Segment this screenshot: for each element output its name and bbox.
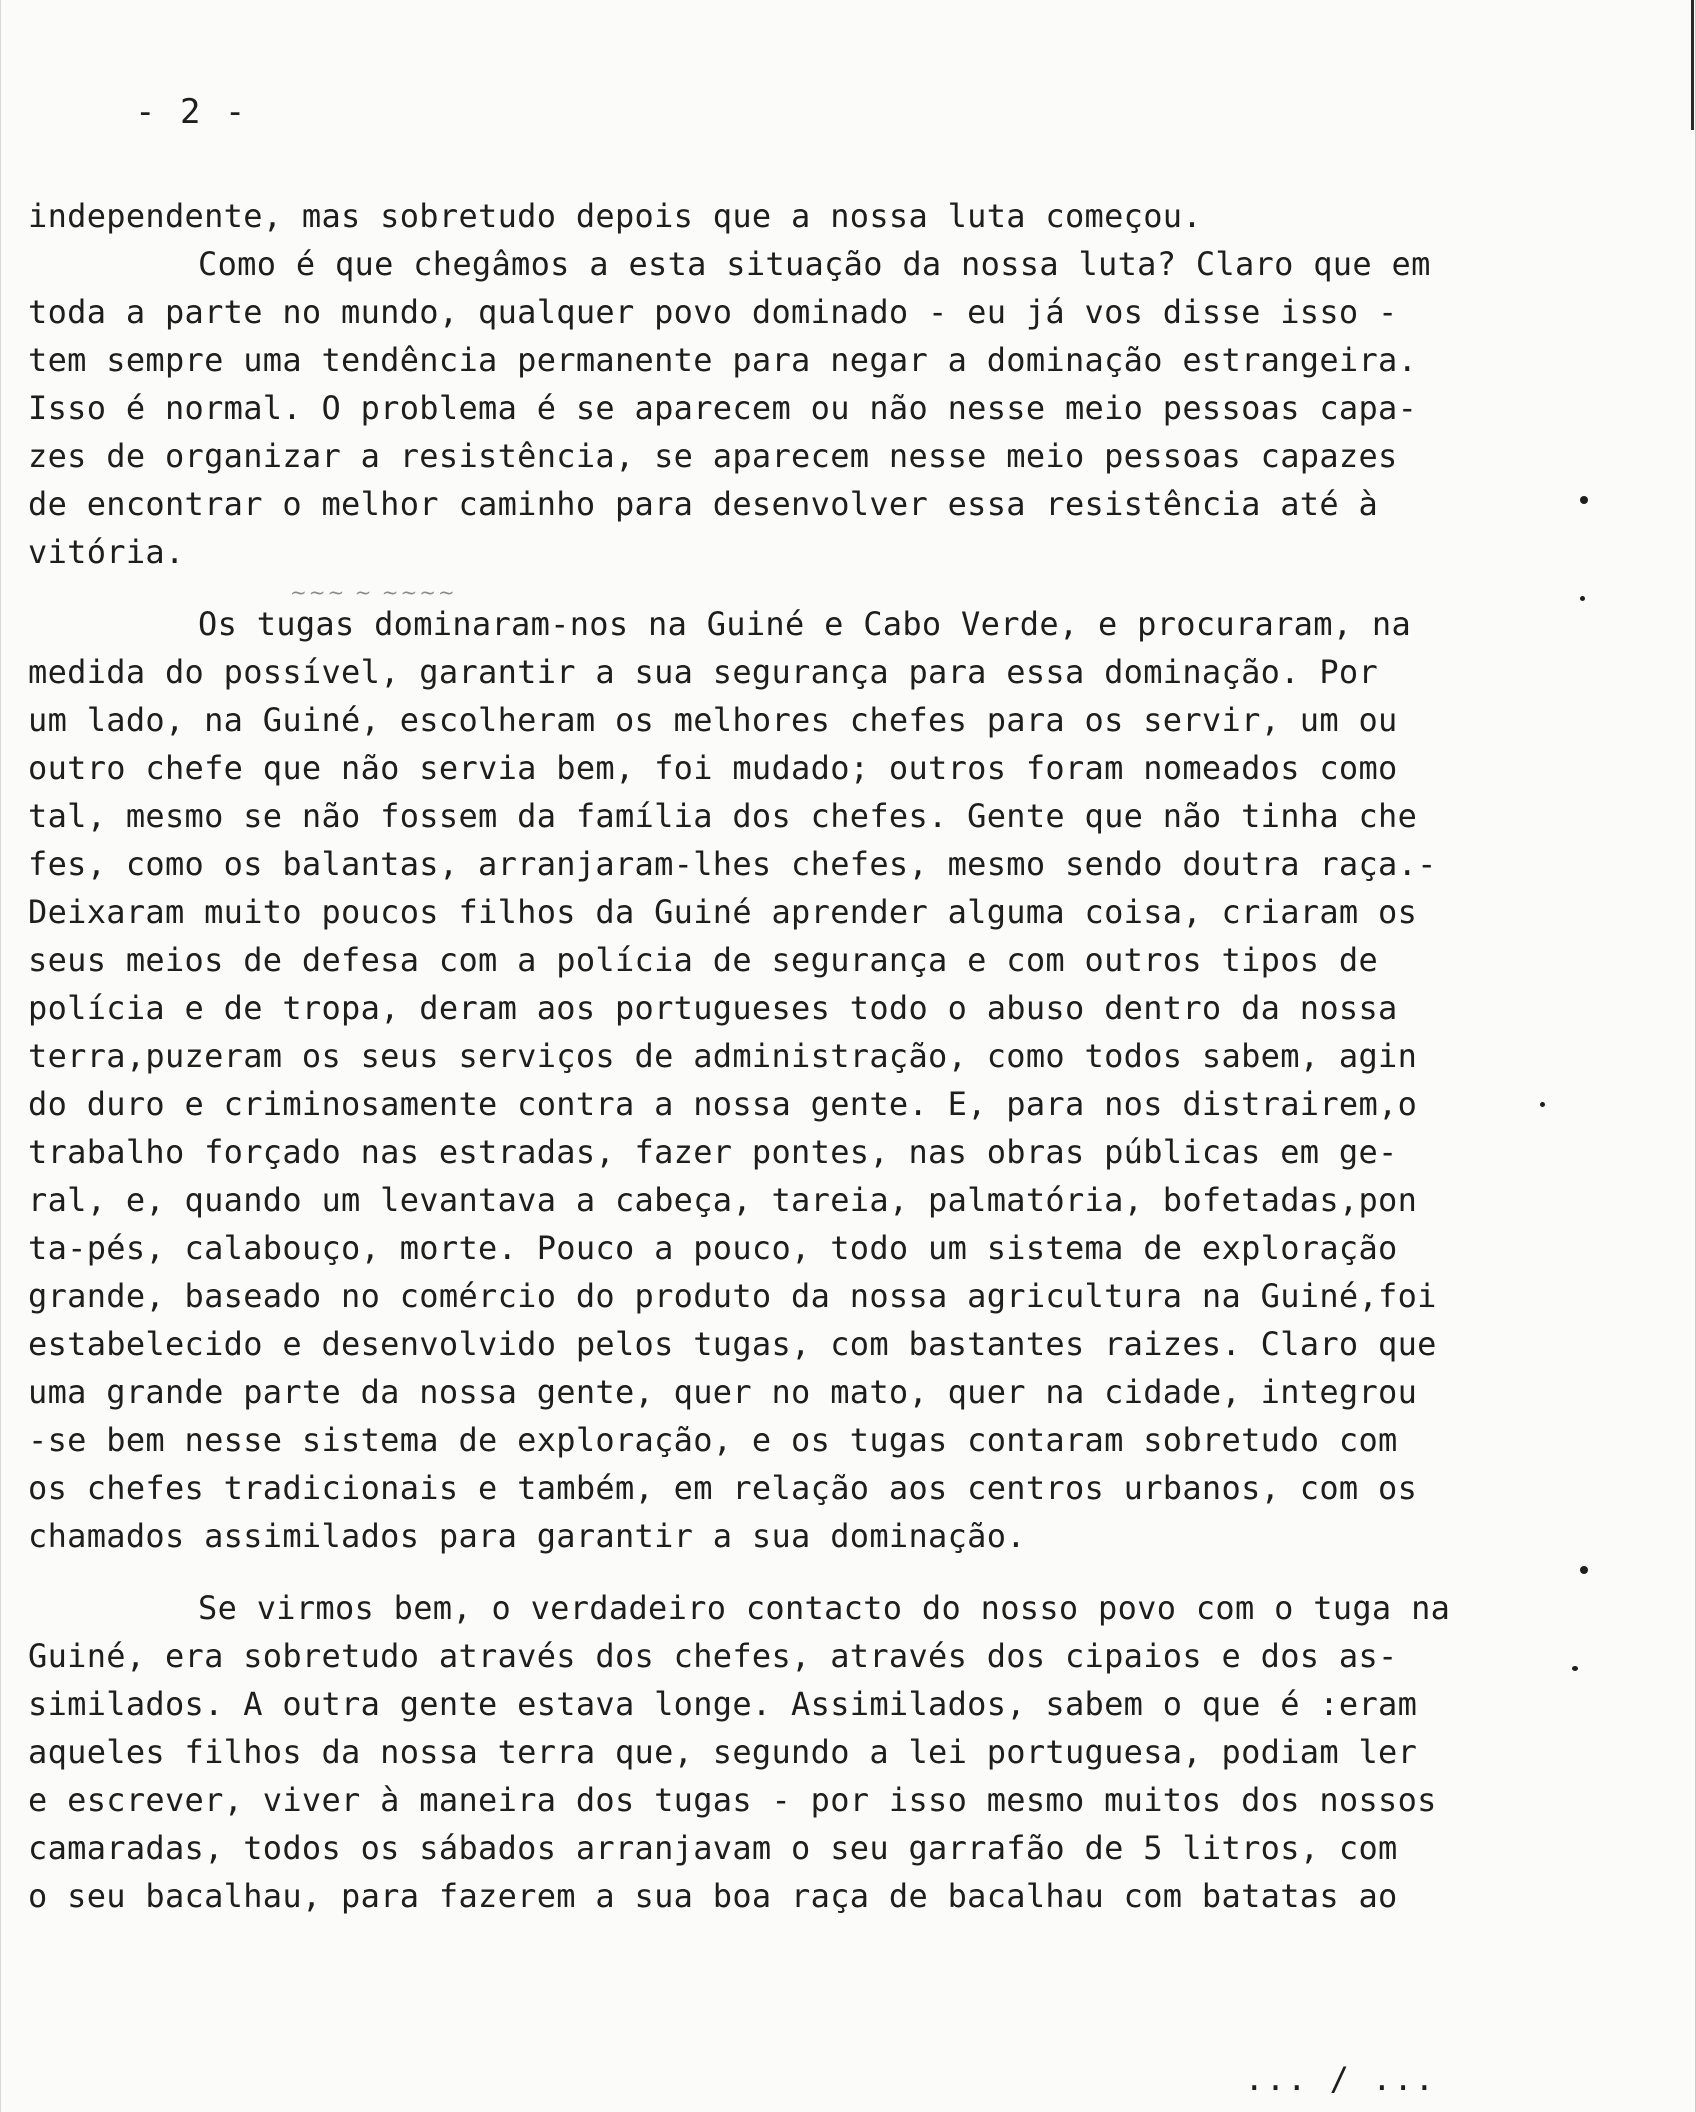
scan-speck	[1580, 596, 1585, 601]
scan-speck	[1580, 1566, 1588, 1574]
text-line: outro chefe que não servia bem, foi mudado; outros foram nomeados como	[28, 749, 1398, 787]
text-line: polícia e de tropa, deram aos portugueses todo o abuso dentro da nossa	[28, 989, 1398, 1027]
text-line: Guiné, era sobretudo através dos chefes, através dos cipaios e dos as-	[28, 1637, 1398, 1675]
text-line: Isso é normal. O problema é se aparecem ou não nesse meio pessoas capa-	[28, 389, 1418, 427]
text-line: similados. A outra gente estava longe. Assimilados, sabem o que é :eram	[28, 1685, 1418, 1723]
body-text	[28, 192, 1528, 1920]
text-line: vitória.	[28, 533, 185, 571]
text-line: independente, mas sobretudo depois que a nossa luta começou.	[28, 197, 1202, 235]
text-line: grande, baseado no comércio do produto da nossa agricultura na Guiné,foi	[28, 1277, 1437, 1315]
paragraph-gap	[28, 1560, 1528, 1584]
text-line: camaradas, todos os sábados arranjavam o seu garrafão de 5 litros, com	[28, 1829, 1398, 1867]
paragraph-4	[28, 1584, 1528, 1920]
text-line: tem sempre uma tendência permanente para negar a dominação estrangeira.	[28, 341, 1418, 379]
text-line: terra,puzeram os seus serviços de administração, como todos sabem, agin	[28, 1037, 1418, 1075]
text-line: ta-pés, calabouço, morte. Pouco a pouco, todo um sistema de exploração	[28, 1229, 1398, 1267]
text-line: tal, mesmo se não fossem da família dos chefes. Gente que não tinha che	[28, 797, 1418, 835]
text-line: Os tugas dominaram-nos na Guiné e Cabo Verde, e procuraram, na	[198, 605, 1412, 643]
scan-edge-mark	[1691, 0, 1694, 130]
text-line: fes, como os balantas, arranjaram-lhes chefes, mesmo sendo doutra raça.-	[28, 845, 1437, 883]
scan-speck	[1572, 1666, 1578, 1671]
text-line: um lado, na Guiné, escolheram os melhores chefes para os servir, um ou	[28, 701, 1398, 739]
paragraph-2	[28, 240, 1528, 576]
text-line: e escrever, viver à maneira dos tugas - por isso mesmo muitos dos nossos	[28, 1781, 1437, 1819]
text-line: zes de organizar a resistência, se aparecem nesse meio pessoas capazes	[28, 437, 1398, 475]
paragraph-gap	[28, 576, 1528, 600]
text-line: de encontrar o melhor caminho para desenvolver essa resistência até à	[28, 485, 1379, 523]
text-line: -se bem nesse sistema de exploração, e os tugas contaram sobretudo com	[28, 1421, 1398, 1459]
text-line: medida do possível, garantir a sua segurança para essa dominação. Por	[28, 653, 1379, 691]
text-line: o seu bacalhau, para fazerem a sua boa raça de bacalhau com batatas ao	[28, 1877, 1398, 1915]
paragraph-3	[28, 600, 1528, 1560]
text-line: Como é que chegâmos a esta situação da nossa luta? Claro que em	[198, 245, 1431, 283]
text-line: toda a parte no mundo, qualquer povo dominado - eu já vos disse isso -	[28, 293, 1398, 331]
text-line: do duro e criminosamente contra a nossa gente. E, para nos distrairem,o	[28, 1085, 1418, 1123]
text-line: seus meios de defesa com a polícia de segurança e com outros tipos de	[28, 941, 1379, 979]
scan-edge-left	[0, 0, 1, 2112]
text-line: os chefes tradicionais e também, em relação aos centros urbanos, com os	[28, 1469, 1418, 1507]
text-line: trabalho forçado nas estradas, fazer pontes, nas obras públicas em ge-	[28, 1133, 1398, 1171]
text-line: estabelecido e desenvolvido pelos tugas, com bastantes raizes. Claro que	[28, 1325, 1437, 1363]
text-line: uma grande parte da nossa gente, quer no mato, quer na cidade, integrou	[28, 1373, 1418, 1411]
scan-speck	[1540, 1102, 1545, 1107]
text-line: ral, e, quando um levantava a cabeça, tareia, palmatória, bofetadas,pon	[28, 1181, 1418, 1219]
text-line: Deixaram muito poucos filhos da Guiné aprender alguma coisa, criaram os	[28, 893, 1418, 931]
handwritten-annotation: ~~~ ~ ~~~~	[290, 580, 457, 604]
scan-speck	[1580, 496, 1588, 504]
text-line: aqueles filhos da nossa terra que, segundo a lei portuguesa, podiam ler	[28, 1733, 1418, 1771]
paragraph-1	[28, 192, 1528, 240]
text-line: chamados assimilados para garantir a sua dominação.	[28, 1517, 1026, 1555]
page-number: - 2 -	[135, 92, 248, 132]
text-line: Se virmos bem, o verdadeiro contacto do nosso povo com o tuga na	[198, 1589, 1451, 1627]
continuation-mark: ... / ...	[1244, 2060, 1436, 2098]
